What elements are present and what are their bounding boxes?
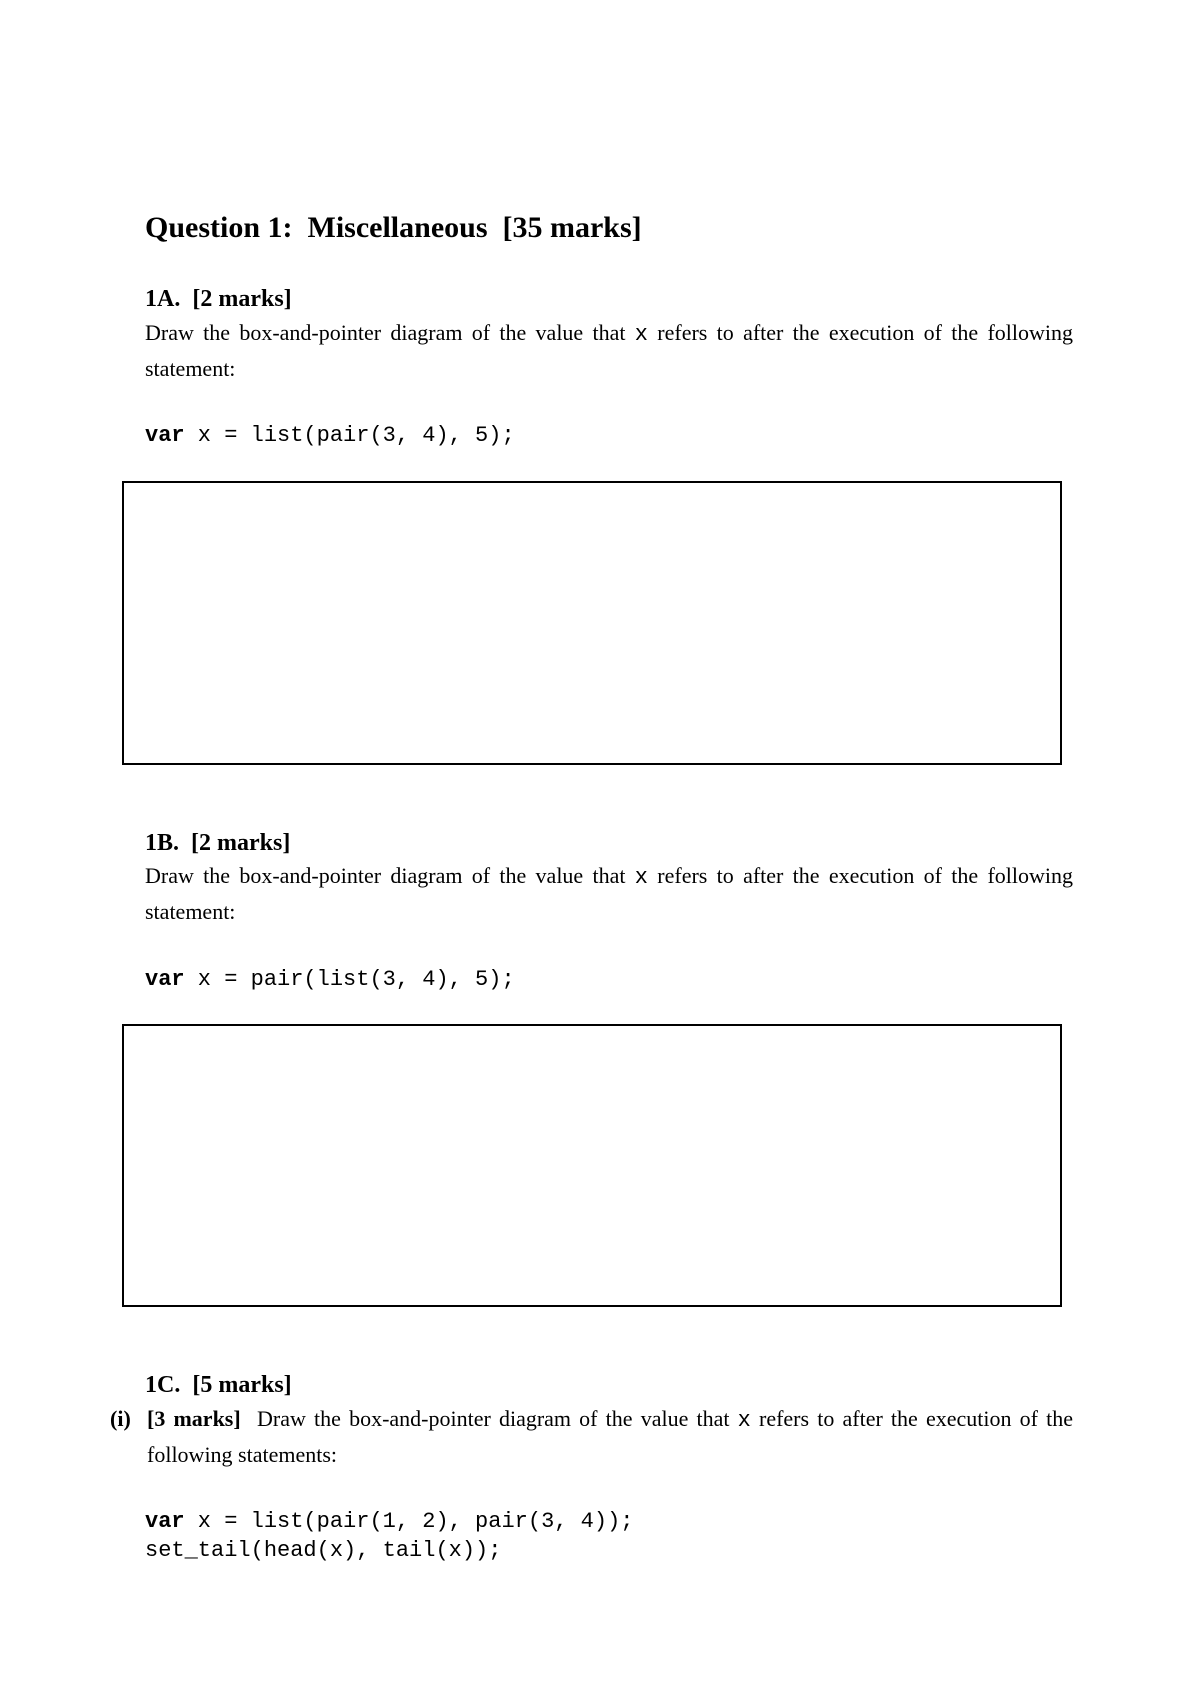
section-1a-text-after: refers to after the execution of the following statement:: [145, 320, 1073, 381]
section-1b-var-name: x: [634, 865, 648, 890]
section-1c-part-i-var-name: x: [737, 1408, 751, 1433]
section-1a-code: [145, 422, 515, 450]
section-1c-code-keyword: var: [145, 1509, 185, 1534]
question-title: Question 1: Miscellaneous [35 marks]: [145, 211, 642, 244]
section-1c-part-i-instructions: [147, 1402, 1073, 1472]
section-1b-code-keyword: var: [145, 967, 185, 992]
section-1c-code-line-1: [145, 1508, 633, 1536]
section-1a-instructions: [145, 316, 1073, 386]
section-1b-heading: 1B. [2 marks]: [145, 830, 291, 856]
section-1c-code-line-2: set_tail(head(x), tail(x));: [145, 1538, 502, 1563]
section-1a-var-name: x: [634, 322, 648, 347]
section-1c-part-i-text-before: Draw the box-and-pointer diagram of the value that: [240, 1406, 738, 1431]
section-1c-heading: 1C. [5 marks]: [145, 1372, 292, 1398]
section-1a-code-rest: x = list(pair(3, 4), 5);: [184, 423, 515, 448]
section-1b-instructions: [145, 859, 1073, 929]
section-1a-code-keyword: var: [145, 423, 185, 448]
section-1b-text-after: refers to after the execution of the following statement:: [145, 863, 1073, 924]
answer-box-1b[interactable]: [122, 1024, 1062, 1307]
section-1c-part-i-label: (i): [110, 1406, 131, 1431]
section-1c-code-line-1-rest: x = list(pair(1, 2), pair(3, 4));: [184, 1509, 634, 1534]
section-1b-code-rest: x = pair(list(3, 4), 5);: [184, 967, 515, 992]
section-1b-text-before: Draw the box-and-pointer diagram of the value that: [145, 863, 635, 888]
section-1c-part-i-marks: [3 marks]: [147, 1406, 241, 1431]
section-1a-heading: 1A. [2 marks]: [145, 286, 292, 312]
section-1a-text-before: Draw the box-and-pointer diagram of the value that: [145, 320, 635, 345]
section-1c-part-i-text-after: refers to after the execution of the following statements:: [147, 1406, 1073, 1467]
answer-box-1a[interactable]: [122, 481, 1062, 765]
section-1b-code: [145, 966, 515, 994]
